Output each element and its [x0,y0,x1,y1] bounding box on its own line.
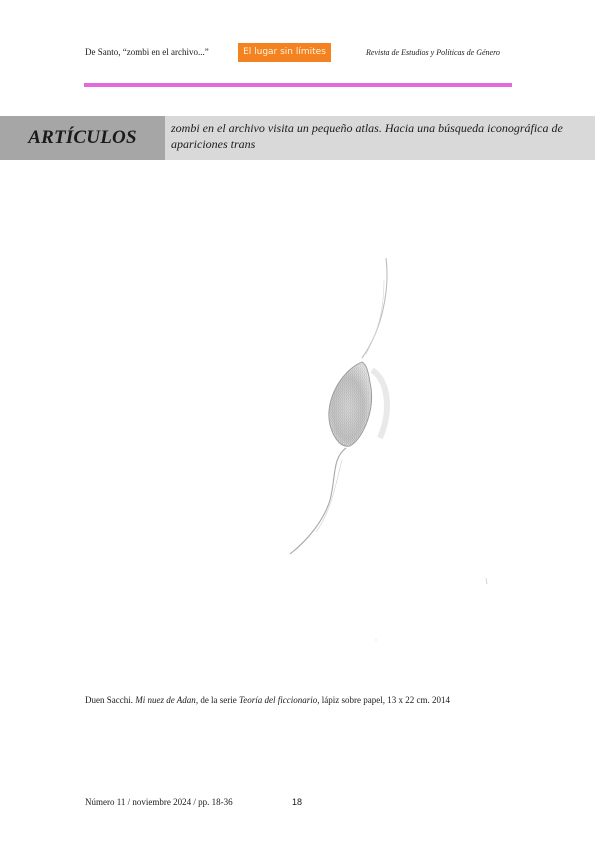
drawing-speck [486,578,487,584]
article-title: zombi en el archivo visita un pequeño atlas. Hacia una búsqueda iconográfica de apariciones trans [171,121,563,151]
caption-author: Duen Sacchi. [85,695,136,705]
caption-series-title: Teoría del ficcionario [239,695,318,705]
figure-caption [85,695,515,705]
page-number: 18 [292,797,303,807]
running-title: De Santo, “zombi en el archivo...” [85,47,209,57]
header-divider [84,83,512,87]
drawing-speck-small [375,639,376,640]
drawing-nut-texture [329,362,372,446]
section-label: ARTÍCULOS [0,116,165,160]
issue-info: Número 11 / noviembre 2024 / pp. 18-36 [85,797,233,807]
caption-mid: , de la serie [195,695,240,705]
drawing-halo [372,370,387,438]
journal-badge: El lugar sin límites [238,43,331,62]
caption-work-title: Mi nuez de Adan [135,695,196,705]
pencil-drawing [280,250,510,670]
journal-name: Revista de Estudios y Políticas de Género [366,48,500,57]
drawing-lower-line [290,448,346,554]
drawing-upper-line [362,258,387,358]
caption-details: , lápiz sobre papel, 13 x 22 cm. 2014 [317,695,450,705]
